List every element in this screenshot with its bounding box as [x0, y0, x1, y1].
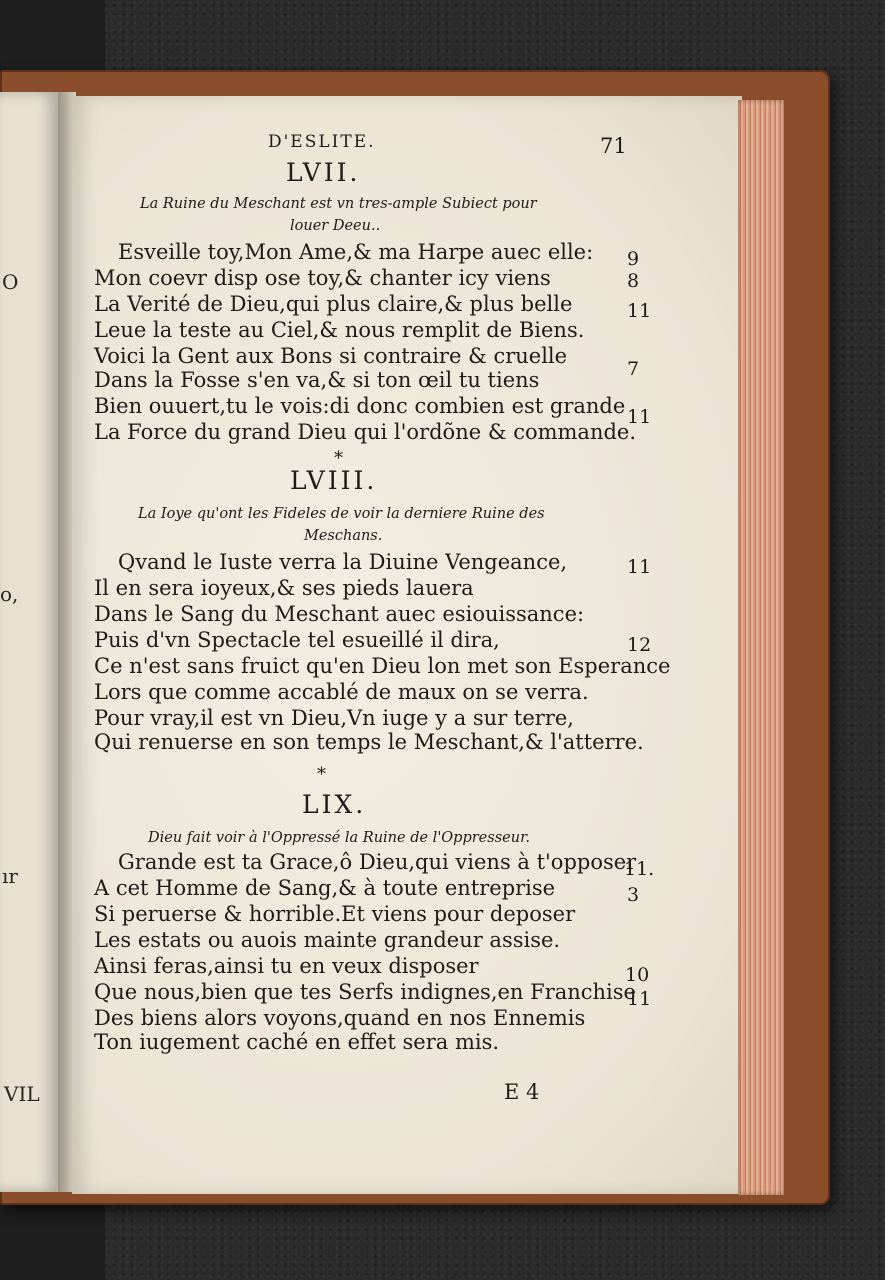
margin-number: 11 — [627, 556, 652, 578]
verse-line: Leue la teste au Ciel,& nous remplit de Biens. — [94, 318, 585, 342]
margin-number: 11 — [627, 406, 652, 428]
page-edges — [738, 100, 784, 1195]
section-rubric: Meschans. — [304, 528, 383, 544]
verse-line: Ainsi feras,ainsi tu en veux disposer — [94, 954, 479, 978]
section-rubric: louer Deeu.. — [290, 218, 381, 234]
left-page-fragment: ır — [2, 864, 18, 888]
right-page — [72, 96, 742, 1194]
verse-line: La Verité de Dieu,qui plus claire,& plus belle — [94, 292, 573, 316]
verse-line: Il en sera ioyeux,& ses pieds lauera — [94, 576, 474, 600]
left-page-fragment: O — [2, 270, 19, 294]
verse-line: A cet Homme de Sang,& à toute entreprise — [94, 876, 556, 900]
margin-number: 10 — [625, 964, 650, 986]
ornament-asterisk: * — [317, 764, 326, 785]
section-numeral: LVIII. — [290, 466, 378, 495]
verse-line: Mon coevr disp ose toy,& chanter icy viens — [94, 266, 551, 290]
verse-line: Qui renuerse en son temps le Meschant,& l'atterre. — [94, 730, 644, 754]
margin-number: 11 — [627, 988, 652, 1010]
section-rubric: La Ioye qu'ont les Fideles de voir la derniere Ruine des — [138, 506, 545, 522]
verse-line: Esveille toy,Mon Ame,& ma Harpe auec elle: — [118, 240, 594, 264]
verse-line: Pour vray,il est vn Dieu,Vn iuge y a sur terre, — [94, 706, 574, 730]
verse-line: Dans la Fosse s'en va,& si ton œil tu tiens — [94, 368, 540, 392]
section-rubric: Dieu fait voir à l'Oppressé la Ruine de l'Oppresseur. — [148, 830, 531, 846]
verse-line: Puis d'vn Spectacle tel esueillé il dira, — [94, 628, 500, 652]
left-page-fragment: o, — [0, 582, 19, 606]
page-number: 71 — [600, 134, 627, 158]
running-title: D'ESLITE. — [268, 132, 376, 152]
margin-number: 8 — [627, 270, 640, 292]
margin-number: 7 — [627, 358, 640, 380]
margin-number: 11. — [624, 858, 655, 880]
verse-line: Voici la Gent aux Bons si contraire & cruelle — [94, 344, 568, 368]
verse-line: Les estats ou auois mainte grandeur assise. — [94, 928, 561, 952]
verse-line: Qvand le Iuste verra la Diuine Vengeance, — [118, 550, 568, 574]
verse-line: Lors que comme accablé de maux on se verra. — [94, 680, 589, 704]
margin-number: 3 — [627, 884, 640, 906]
verse-line: Dans le Sang du Meschant auec esiouissance: — [94, 602, 585, 626]
left-page — [0, 92, 58, 1192]
verse-line: Ce n'est sans fruict qu'en Dieu lon met son Esperance — [94, 654, 671, 678]
verse-line: Que nous,bien que tes Serfs indignes,en Franchise — [94, 980, 636, 1004]
margin-number: 9 — [627, 248, 640, 270]
verse-line: La Force du grand Dieu qui l'ordõne & commande. — [94, 420, 637, 444]
verse-line: Grande est ta Grace,ô Dieu,qui viens à t'opposer — [118, 850, 637, 874]
signature-mark: E 4 — [504, 1080, 540, 1104]
section-numeral: LVII. — [286, 158, 361, 187]
margin-number: 11 — [627, 300, 652, 322]
margin-number: 12 — [627, 634, 652, 656]
verse-line: Bien ouuert,tu le vois:di donc combien est grande — [94, 394, 626, 418]
verse-line: Ton iugement caché en effet sera mis. — [94, 1030, 500, 1054]
left-page-fragment: VIL — [4, 1082, 40, 1106]
verse-line: Si peruerse & horrible.Et viens pour deposer — [94, 902, 576, 926]
ornament-asterisk: * — [334, 448, 343, 469]
section-rubric: La Ruine du Meschant est vn tres-ample Subiect pour — [140, 196, 537, 212]
section-numeral: LIX. — [302, 790, 367, 819]
verse-line: Des biens alors voyons,quand en nos Ennemis — [94, 1006, 586, 1030]
